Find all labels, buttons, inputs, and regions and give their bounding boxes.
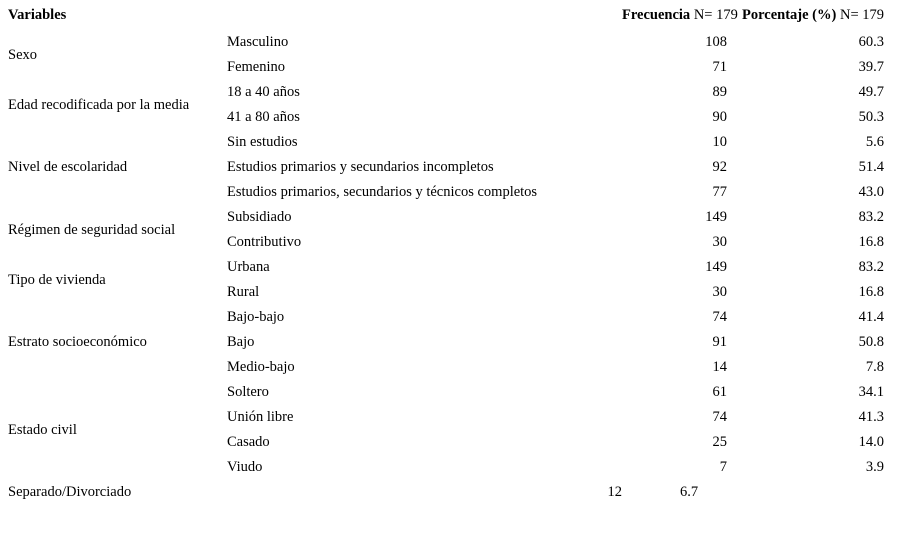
column-header-categories [222, 0, 622, 30]
frequency-value: 77 [712, 184, 727, 200]
frequency-value: 30 [712, 284, 727, 300]
percentage-value: 83.2 [858, 259, 884, 275]
column-header-frequency [622, 0, 738, 30]
variable-label: Estrato socioeconómico [8, 334, 147, 350]
column-header-percentage-n: N= 179 [839, 6, 884, 23]
frequency-value: 12 [607, 484, 622, 500]
category-label: Casado [227, 434, 270, 450]
frequency-value: 108 [705, 34, 727, 50]
percentage-value: 39.7 [858, 59, 884, 75]
category-label: Separado/Divorciado [8, 484, 132, 500]
frequency-value: 89 [712, 84, 727, 100]
table-row [0, 380, 897, 405]
column-header-percentage [735, 0, 897, 30]
percentage-value: 49.7 [858, 84, 884, 100]
frequency-value: 149 [705, 259, 727, 275]
column-header-frequency-label: Frecuencia [622, 6, 691, 23]
frequency-value: 92 [712, 159, 727, 175]
frequency-value: 61 [712, 384, 727, 400]
category-label: Femenino [227, 59, 285, 75]
percentage-value: 16.8 [858, 284, 884, 300]
variable-label: Tipo de vivienda [8, 271, 106, 288]
table-header [0, 0, 897, 30]
table-row [0, 255, 897, 280]
percentage-value: 50.8 [858, 334, 884, 350]
frequency-value: 71 [712, 59, 727, 75]
frequency-value: 91 [712, 334, 727, 350]
variable-label: Sexo [8, 46, 37, 63]
percentage-value: 50.3 [858, 109, 884, 125]
category-label: Urbana [227, 259, 270, 275]
percentage-value: 51.4 [858, 159, 884, 175]
table-row [0, 305, 897, 330]
header-row [0, 0, 897, 30]
percentage-value: 41.4 [858, 309, 884, 325]
percentage-value: 41.3 [858, 409, 884, 425]
category-label: Subsidiado [227, 209, 292, 225]
frequency-value: 14 [712, 359, 727, 375]
percentage-value: 34.1 [858, 384, 884, 400]
category-label: Estudios primarios, secundarios y técnicos completos [227, 184, 538, 200]
table-row [0, 130, 897, 155]
variable-label: Nivel de escolaridad [8, 159, 128, 175]
percentage-value: 60.3 [858, 34, 884, 50]
frequency-value: 74 [712, 309, 727, 325]
category-label: Sin estudios [227, 134, 298, 150]
table-body [0, 30, 897, 505]
category-label: Bajo-bajo [227, 309, 285, 325]
table-row [0, 480, 897, 505]
frequency-value: 74 [712, 409, 727, 425]
table-row [0, 80, 897, 105]
table-row [0, 205, 897, 230]
percentage-value: 16.8 [858, 234, 884, 250]
category-label: 41 a 80 años [227, 109, 300, 125]
percentage-value: 83.2 [858, 209, 884, 225]
percentage-value: 5.6 [865, 134, 884, 150]
variable-label: Edad recodificada por la media [8, 96, 190, 113]
frequency-value: 7 [719, 459, 727, 475]
frequency-value: 25 [712, 434, 727, 450]
category-label: Viudo [227, 459, 263, 475]
category-label: Rural [227, 284, 260, 300]
percentage-value: 7.8 [865, 359, 884, 375]
percentage-value: 3.9 [865, 459, 884, 475]
category-label: Masculino [227, 34, 289, 50]
frequency-value: 90 [712, 109, 727, 125]
category-label: Medio-bajo [227, 359, 295, 375]
category-label: Unión libre [227, 409, 294, 425]
frequency-value: 10 [712, 134, 727, 150]
percentage-value: 14.0 [858, 434, 884, 450]
variable-label: Régimen de seguridad social [8, 221, 176, 238]
frequency-value: 149 [705, 209, 727, 225]
category-label: 18 a 40 años [227, 84, 300, 100]
category-label: Bajo [227, 334, 255, 350]
column-header-variables: Variables [8, 6, 67, 23]
percentage-value: 43.0 [858, 184, 884, 200]
percentage-value: 6.7 [680, 484, 699, 500]
column-header-percentage-label: Porcentaje (%) [742, 6, 837, 23]
category-label: Soltero [227, 384, 269, 400]
variable-label: Estado civil [8, 421, 77, 438]
category-label: Estudios primarios y secundarios incompletos [227, 159, 494, 175]
table-row [0, 30, 897, 55]
frequency-value: 30 [712, 234, 727, 250]
category-label: Contributivo [227, 234, 302, 250]
column-header-frequency-n: N= 179 [693, 6, 738, 23]
